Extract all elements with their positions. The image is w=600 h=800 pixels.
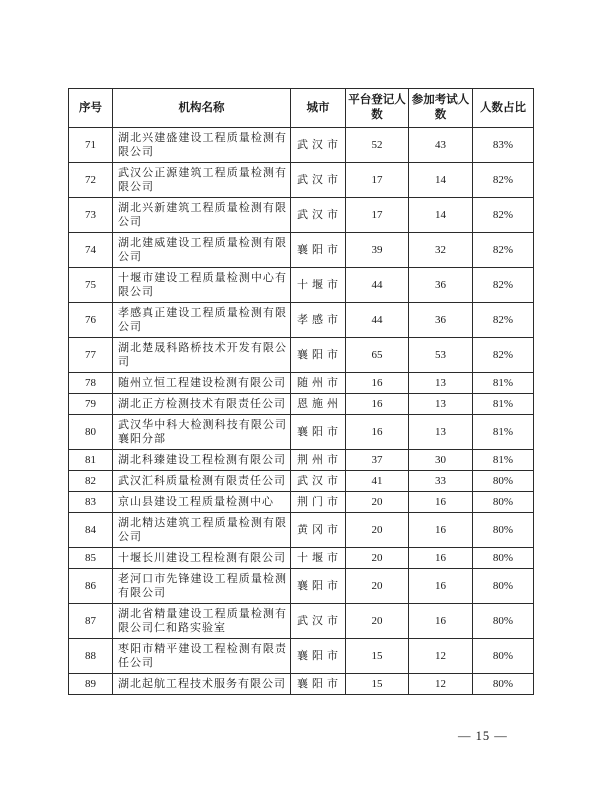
cell-exam-participants: 43 [409,128,473,163]
cell-city: 荆门市 [291,492,346,513]
cell-ratio: 82% [473,268,534,303]
cell-registered-count: 20 [346,604,409,639]
cell-serial-number: 74 [69,233,113,268]
cell-city: 襄阳市 [291,415,346,450]
cell-exam-participants: 16 [409,604,473,639]
header-institution-name: 机构名称 [113,89,291,128]
cell-institution-name: 湖北正方检测技术有限责任公司 [113,394,291,415]
cell-serial-number: 77 [69,338,113,373]
table-header-row [69,89,534,128]
cell-institution-name: 湖北建威建设工程质量检测有限公司 [113,233,291,268]
cell-city: 黄冈市 [291,513,346,548]
cell-institution-name: 老河口市先锋建设工程质量检测有限公司 [113,569,291,604]
cell-serial-number: 87 [69,604,113,639]
cell-city: 襄阳市 [291,233,346,268]
cell-registered-count: 20 [346,548,409,569]
cell-institution-name: 湖北兴建盛建设工程质量检测有限公司 [113,128,291,163]
table-row [69,394,534,415]
cell-serial-number: 86 [69,569,113,604]
cell-serial-number: 89 [69,674,113,695]
cell-institution-name: 十堰长川建设工程检测有限公司 [113,548,291,569]
cell-exam-participants: 13 [409,415,473,450]
cell-city: 恩施州 [291,394,346,415]
table-row [69,513,534,548]
cell-institution-name: 湖北楚晟科路桥技术开发有限公司 [113,338,291,373]
cell-exam-participants: 12 [409,674,473,695]
cell-exam-participants: 16 [409,513,473,548]
page-number: — 15 — [458,729,508,743]
cell-exam-participants: 53 [409,338,473,373]
cell-city: 襄阳市 [291,639,346,674]
cell-city: 荆州市 [291,450,346,471]
cell-registered-count: 44 [346,268,409,303]
cell-serial-number: 72 [69,163,113,198]
cell-ratio: 80% [473,492,534,513]
cell-city: 武汉市 [291,128,346,163]
cell-ratio: 81% [473,450,534,471]
cell-exam-participants: 16 [409,492,473,513]
cell-ratio: 81% [473,415,534,450]
cell-serial-number: 81 [69,450,113,471]
cell-ratio: 80% [473,513,534,548]
table-row [69,569,534,604]
table-row [69,674,534,695]
cell-serial-number: 71 [69,128,113,163]
cell-serial-number: 75 [69,268,113,303]
cell-registered-count: 17 [346,163,409,198]
cell-serial-number: 79 [69,394,113,415]
header-city: 城市 [291,89,346,128]
cell-ratio: 80% [473,548,534,569]
cell-exam-participants: 12 [409,639,473,674]
cell-ratio: 81% [473,394,534,415]
cell-ratio: 80% [473,674,534,695]
header-registered-count: 平台登记人数 [346,89,409,128]
cell-registered-count: 20 [346,569,409,604]
cell-city: 襄阳市 [291,569,346,604]
cell-city: 武汉市 [291,198,346,233]
cell-serial-number: 84 [69,513,113,548]
cell-institution-name: 武汉公正源建筑工程质量检测有限公司 [113,163,291,198]
cell-city: 武汉市 [291,604,346,639]
cell-institution-name: 湖北起航工程技术服务有限公司 [113,674,291,695]
cell-city: 襄阳市 [291,338,346,373]
cell-registered-count: 65 [346,338,409,373]
table-row [69,639,534,674]
cell-institution-name: 枣阳市精平建设工程检测有限责任公司 [113,639,291,674]
table-row [69,450,534,471]
cell-ratio: 80% [473,639,534,674]
cell-ratio: 82% [473,303,534,338]
cell-registered-count: 41 [346,471,409,492]
table-row [69,415,534,450]
cell-registered-count: 15 [346,639,409,674]
cell-registered-count: 16 [346,394,409,415]
cell-exam-participants: 16 [409,569,473,604]
cell-registered-count: 52 [346,128,409,163]
cell-ratio: 82% [473,198,534,233]
cell-institution-name: 湖北科臻建设工程检测有限公司 [113,450,291,471]
cell-exam-participants: 36 [409,268,473,303]
cell-institution-name: 武汉汇科质量检测有限责任公司 [113,471,291,492]
table-row [69,163,534,198]
table-row [69,128,534,163]
cell-exam-participants: 30 [409,450,473,471]
cell-registered-count: 16 [346,373,409,394]
cell-serial-number: 82 [69,471,113,492]
table-row [69,338,534,373]
cell-ratio: 80% [473,604,534,639]
table-row [69,373,534,394]
table-row [69,233,534,268]
table-row [69,604,534,639]
cell-serial-number: 73 [69,198,113,233]
cell-city: 武汉市 [291,471,346,492]
cell-institution-name: 京山县建设工程质量检测中心 [113,492,291,513]
cell-ratio: 82% [473,163,534,198]
cell-registered-count: 20 [346,513,409,548]
cell-registered-count: 39 [346,233,409,268]
cell-exam-participants: 14 [409,198,473,233]
table-row [69,303,534,338]
cell-ratio: 82% [473,233,534,268]
cell-city: 十堰市 [291,548,346,569]
cell-institution-name: 孝感真正建设工程质量检测有限公司 [113,303,291,338]
cell-serial-number: 88 [69,639,113,674]
cell-serial-number: 76 [69,303,113,338]
cell-serial-number: 85 [69,548,113,569]
table-row [69,548,534,569]
table-row [69,471,534,492]
cell-exam-participants: 16 [409,548,473,569]
cell-city: 孝感市 [291,303,346,338]
cell-ratio: 80% [473,471,534,492]
institution-exam-table [68,88,534,695]
cell-registered-count: 44 [346,303,409,338]
cell-serial-number: 83 [69,492,113,513]
cell-institution-name: 湖北精达建筑工程质量检测有限公司 [113,513,291,548]
cell-institution-name: 湖北兴新建筑工程质量检测有限公司 [113,198,291,233]
cell-city: 十堰市 [291,268,346,303]
cell-city: 襄阳市 [291,674,346,695]
cell-ratio: 80% [473,569,534,604]
cell-registered-count: 37 [346,450,409,471]
header-ratio: 人数占比 [473,89,534,128]
header-serial-number: 序号 [69,89,113,128]
header-exam-participants: 参加考试人数 [409,89,473,128]
cell-ratio: 81% [473,373,534,394]
table-row [69,198,534,233]
cell-institution-name: 随州立恒工程建设检测有限公司 [113,373,291,394]
cell-serial-number: 78 [69,373,113,394]
cell-serial-number: 80 [69,415,113,450]
cell-exam-participants: 33 [409,471,473,492]
cell-registered-count: 15 [346,674,409,695]
cell-exam-participants: 13 [409,394,473,415]
cell-registered-count: 16 [346,415,409,450]
table-row [69,492,534,513]
cell-exam-participants: 13 [409,373,473,394]
cell-exam-participants: 36 [409,303,473,338]
table-row [69,268,534,303]
cell-exam-participants: 32 [409,233,473,268]
cell-exam-participants: 14 [409,163,473,198]
cell-institution-name: 武汉华中科大检测科技有限公司襄阳分部 [113,415,291,450]
cell-institution-name: 十堰市建设工程质量检测中心有限公司 [113,268,291,303]
cell-city: 武汉市 [291,163,346,198]
cell-city: 随州市 [291,373,346,394]
cell-ratio: 83% [473,128,534,163]
cell-ratio: 82% [473,338,534,373]
cell-registered-count: 20 [346,492,409,513]
cell-registered-count: 17 [346,198,409,233]
cell-institution-name: 湖北省精量建设工程质量检测有限公司仁和路实验室 [113,604,291,639]
